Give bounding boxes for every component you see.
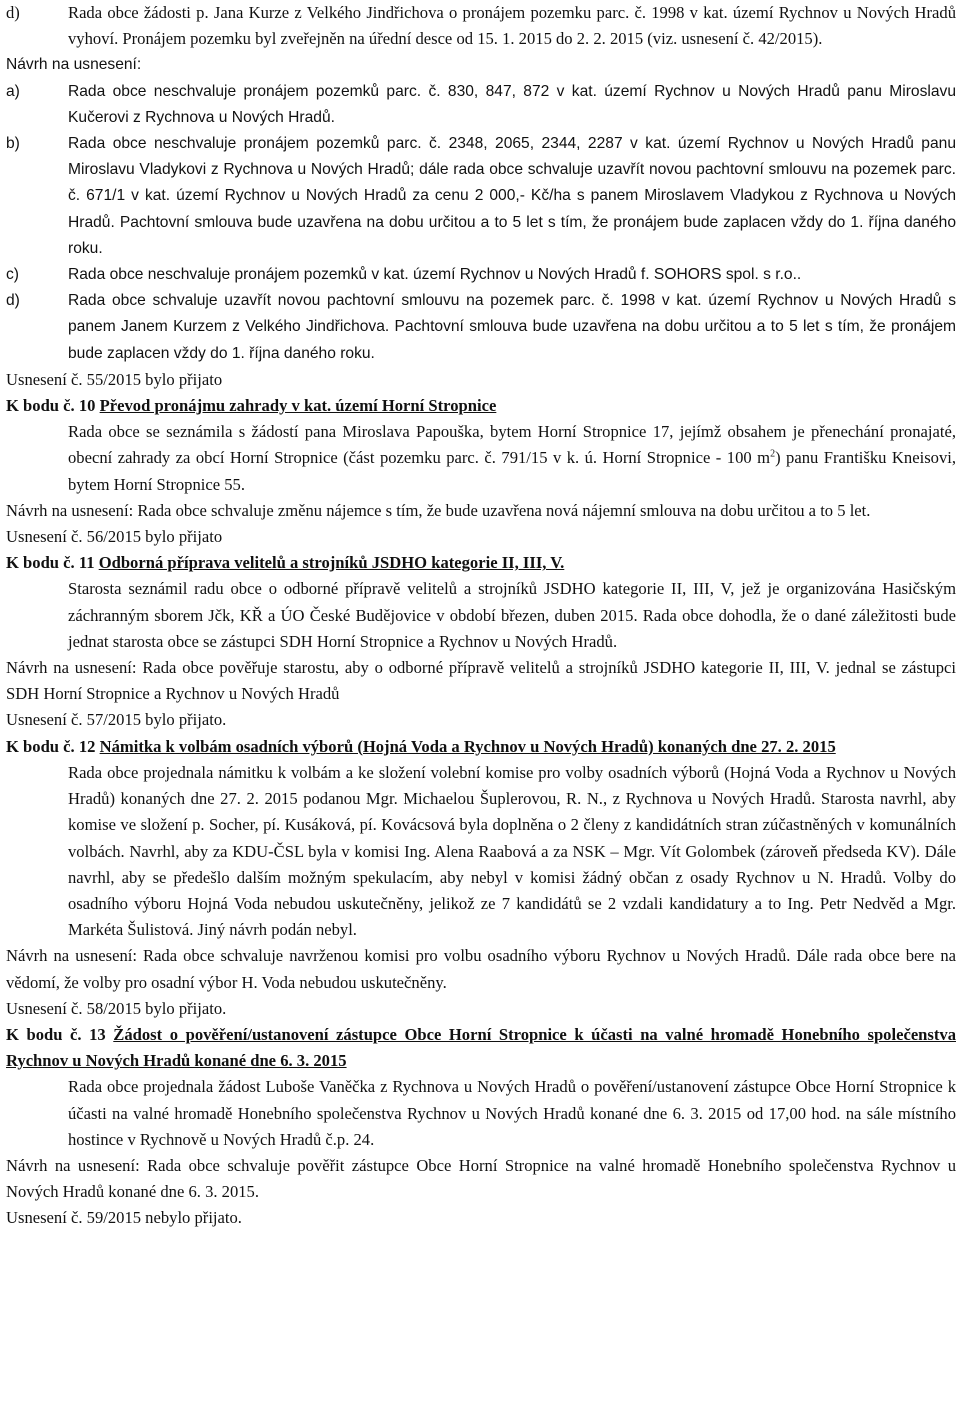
item-text: Rada obce žádosti p. Jana Kurze z Velkého Jindřichova o pronájem pozemku parc. č. 1998 v kat. území Rychnov u Nových Hradů vyhoví. Pronájem pozemku byl zveřejněn na úřední desce od 15. 1. 2015 do 2. 2. 2015 (viz. usnesení č. 42/2015). (68, 3, 956, 49)
proposal-list (6, 79, 956, 367)
proposal-label: d) (6, 292, 20, 310)
section-13-proposal: Návrh na usnesení: Rada obce schvaluje pověřit zástupce Obce Horní Stropnice na valné hromadě Honebního společenstva Rychnov u Nových Hradů konané dne 6. 3. 2015. (6, 1155, 956, 1202)
item-label: d) (6, 3, 20, 22)
proposal-label: b) (6, 135, 20, 153)
section-title: Námitka k volbám osadních výborů (Hojná Voda a Rychnov u Nových Hradů) konaných dne 27. 2. 2015 (99, 736, 836, 756)
section-12-body: Rada obce projednala námitku k volbám a ke složení volební komise pro volby osadních výborů (Hojná Voda a Rychnov u Nových Hradů) konaných dne 27. 2. 2015 podanou Mgr. Michaelou Šuplerovou, R. N., z Rychnova u Nových Hradů. Starosta navrhl, aby komise ve složení p. Socher, pí. Kusáková, pí. Kovácsová byla doplněna o 2 členy z kandidátních stran zúčastněných v komunálních volbách. Navrhl, aby za KDU-ČSL byla v komisi Ing. Alena Raabová a za NSK – Mgr. Vít Golombek (zároveň předseda KV). Dále navrhl, aby se předešlo dalším možným spekulacím, aby nebyl v komisi žádný občan z osady Rychnov u N. Hradů. Volby do osadního výboru Hojná Voda nebudou uskutečněny, jelikož ze 7 kandidátů se 2 vzdali kandidatury a to Ing. Petr Nedvěd a Mgr. Markéta Šulistová. Jiný návrh podán nebyl. (68, 762, 956, 940)
superscript: 2 (770, 448, 776, 460)
section-title: Odborná příprava velitelů a strojníků JSDHO kategorie II, III, V. (98, 553, 565, 573)
section-prefix: K bodu č. 13 (6, 1024, 106, 1044)
proposal-label: a) (6, 82, 20, 100)
body-text: ) panu Františku Kneisovi, bytem Horní Stropnice 55. (68, 448, 957, 494)
resolution-55: Usnesení č. 55/2015 bylo přijato (6, 369, 223, 389)
section-11-heading (6, 550, 956, 576)
section-title: Žádost o pověření/ustanovení zástupce Obce Horní Stropnice k účasti na valné hromadě Honebního společenstva Rychnov u Nových Hradů konané dne 6. 3. 2015 (6, 1024, 956, 1071)
section-13-heading (6, 1022, 956, 1074)
section-10-proposal: Návrh na usnesení: Rada obce schvaluje změnu nájemce s tím, že bude uzavřena nová nájemní smlouva na dobu určitou a to 5 let. (6, 500, 871, 520)
section-12-heading (6, 734, 956, 760)
proposal-text: Rada obce schvaluje uzavřít novou pachtovní smlouvu na pozemek parc. č. 1998 v kat. území Rychnov u Nových Hradů s panem Janem Kurzem z Velkého Jindřichova. Pachtovní smlouva bude uzavřena na dobu určitou a to 5 let s tím, že pronájem bude zaplacen vždy do 1. října daného roku. (68, 292, 956, 362)
proposal-item (6, 288, 956, 367)
resolution-58: Usnesení č. 58/2015 bylo přijato. (6, 998, 227, 1018)
proposal-text: Rada obce neschvaluje pronájem pozemků parc. č. 2348, 2065, 2344, 2287 v kat. území Rychnov u Nových Hradů panu Miroslavu Vladykovi z Rychnova u Nových Hradů; dále rada obce schvaluje uzavřít novou pachtovní smlouvu na pozemek parc. č. 671/1 v kat. území Rychnov u Nových Hradů za cenu 2 000,- Kč/ha s panem Miroslavem Vladykou z Rychnova u Nových Hradů. Pachtovní smlouva bude uzavřena na dobu určitou a to 5 let s tím, že pronájem bude zaplacen vždy do 1. října daného roku. (68, 135, 956, 257)
item-d-request (6, 0, 956, 52)
proposal-item (6, 131, 956, 262)
proposal-item (6, 79, 956, 131)
proposal-text: Rada obce neschvaluje pronájem pozemků v kat. území Rychnov u Nových Hradů f. SOHORS spol. s r.o.. (68, 266, 802, 284)
resolution-56: Usnesení č. 56/2015 bylo přijato (6, 527, 223, 547)
resolution-57: Usnesení č. 57/2015 bylo přijato. (6, 710, 227, 730)
proposal-heading: Návrh na usnesení: (6, 56, 142, 74)
section-12-proposal: Návrh na usnesení: Rada obce schvaluje navrženou komisi pro volbu osadního výboru Rychnov u Nových Hradů. Dále rada obce bere na vědomí, že volby pro osadní výbor H. Voda nebudou uskutečněny. (6, 946, 956, 992)
body-text: Rada obce se seznámila s žádostí pana Miroslava Papouška, bytem Horní Stropnice 17, jejímž obsahem je přenechání pronajaté, obecní zahrady za obcí Horní Stropnice (část pozemku parc. č. 791/15 v k. ú. Horní Stropnice - 100 m (68, 422, 956, 468)
proposal-label: c) (6, 266, 19, 284)
section-prefix: K bodu č. 11 (6, 553, 95, 573)
section-10-body (6, 419, 956, 498)
resolution-59: Usnesení č. 59/2015 nebylo přijato. (6, 1208, 242, 1228)
section-prefix: K bodu č. 12 (6, 736, 96, 756)
section-13-body: Rada obce projednala žádost Luboše Vaněčka z Rychnova u Nových Hradů o pověření/ustanovení zástupce Obce Horní Stropnice k účasti na valné hromadě Honebního společenstva Rychnov u Nových Hradů konané dne 6. 3. 2015 od 17,00 hod. na sále místního hostince v Rychnově u Nových Hradů č.p. 24. (68, 1077, 956, 1149)
section-prefix: K bodu č. 10 (6, 396, 96, 416)
section-10-heading (6, 393, 956, 419)
section-11-body: Starosta seznámil radu obce o odborné přípravě velitelů a strojníků JSDHO kategorie II, III, V, jež je organizována Hasičským záchranným sborem Jčk, KŘ a ÚO České Budějovice v období březen, duben 2015. Rada obce dohodla, že o dané záležitosti bude jednat starosta obce se zástupci SDH Horní Stropnice a Rychnov u Nových Hradů. (68, 579, 956, 651)
proposal-item (6, 262, 956, 288)
section-title: Převod pronájmu zahrady v kat. území Horní Stropnice (99, 396, 497, 416)
proposal-text: Rada obce neschvaluje pronájem pozemků parc. č. 830, 847, 872 v kat. území Rychnov u Nových Hradů panu Miroslavu Kučerovi z Rychnova u Nových Hradů. (68, 82, 956, 126)
section-11-proposal: Návrh na usnesení: Rada obce pověřuje starostu, aby o odborné přípravě velitelů a strojníků JSDHO kategorie II, III, V. jednal se zástupci SDH Horní Stropnice a Rychnov u Nových Hradů (6, 658, 956, 704)
